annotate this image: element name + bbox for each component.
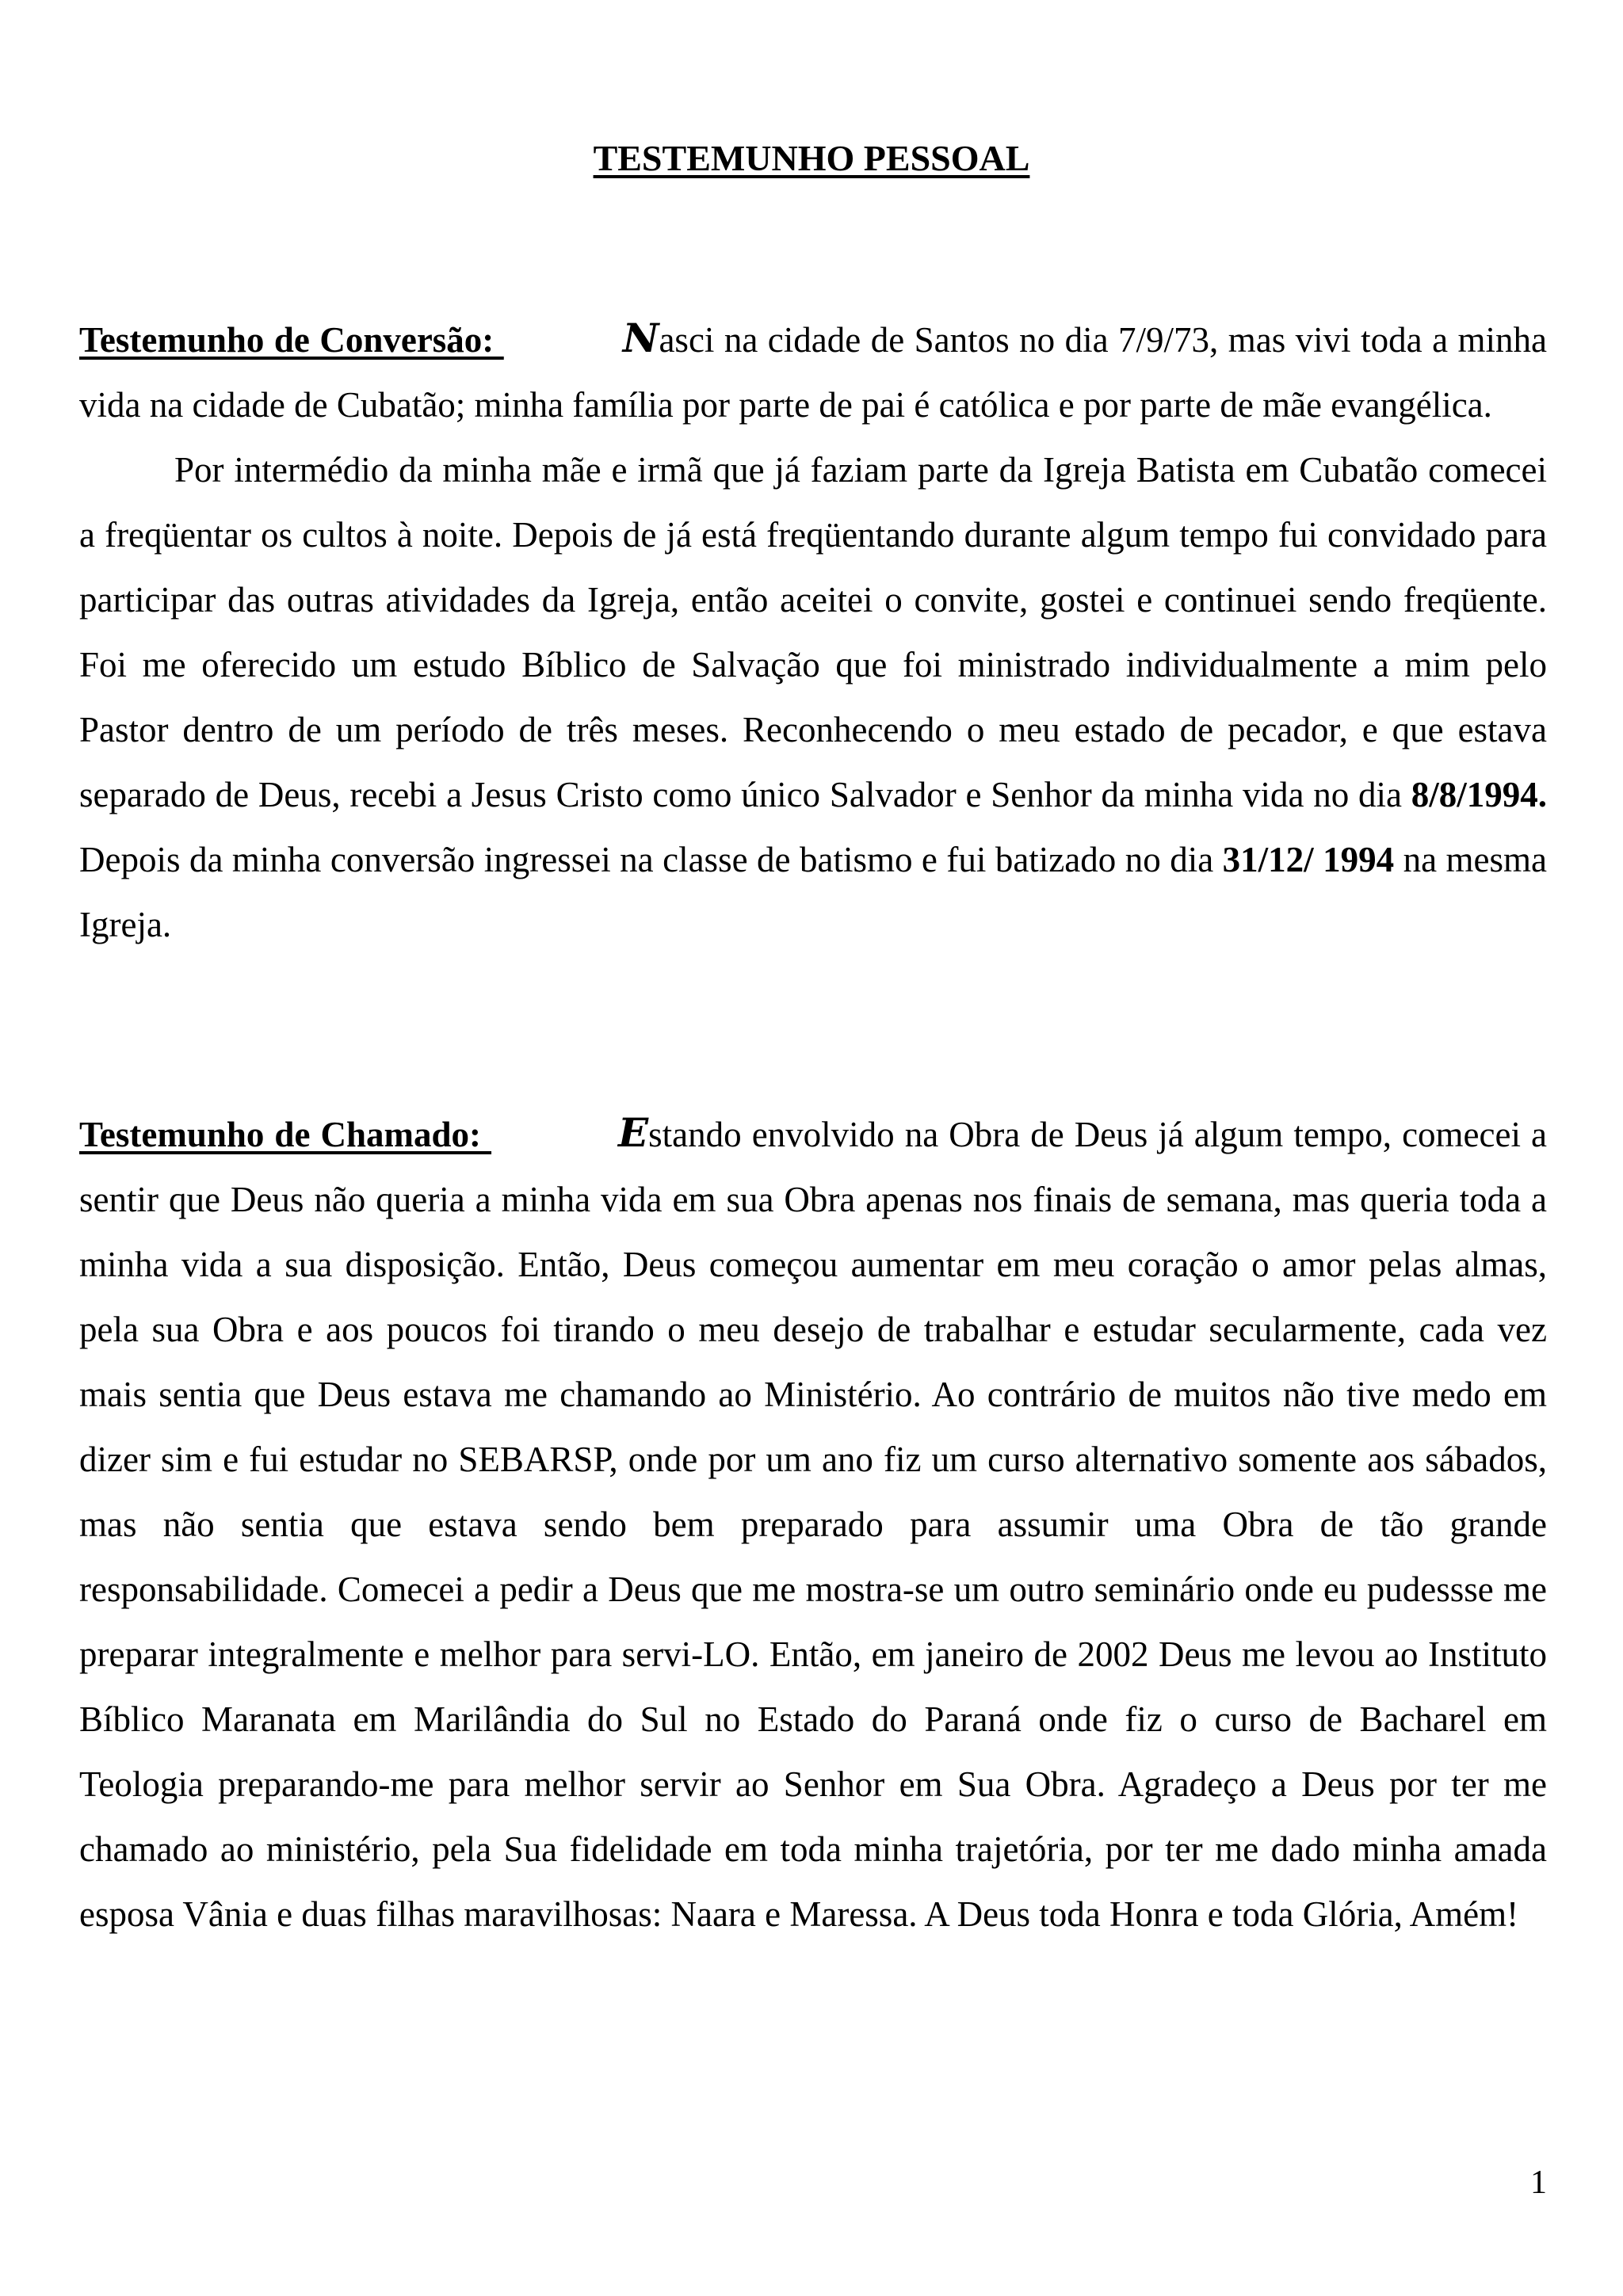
- baptism-date: 31/12/ 1994: [1222, 840, 1395, 879]
- conversion-paragraph-2-text-a: Por intermédio da minha mãe e irmã que já faziam parte da Igreja Batista em Cubatão comecei a freqüentar os cultos à noite. Depois de já está freqüentando durante algum tempo fui convidado para participar das outras atividades da Igreja, então aceitei o convite, gostei e continuei sendo freqüente. Foi me oferecido um estudo Bíblico de Salvação que foi ministrado individualmente a mim pelo Pastor dentro de um período de três meses. Reconhecendo o meu estado de pecador, e que estava separado de Deus, recebi a Jesus Cristo como único Salvador e Senhor da minha vida no dia: [79, 450, 1547, 814]
- conversion-paragraph-2: [79, 437, 1547, 957]
- page-number: 1: [1530, 2164, 1547, 2201]
- document-title: TESTEMUNHO PESSOAL: [593, 138, 1030, 178]
- conversion-section: [79, 306, 1547, 957]
- calling-paragraph-1: [79, 1100, 1547, 1947]
- conversion-paragraph-1-text: asci na cidade de Santos no dia 7/9/73, mas vivi toda a minha vida na cidade de Cubatão; minha família por parte de pai é católica e por parte de mãe evangélica.: [79, 320, 1547, 425]
- conversion-paragraph-2-text-b: Depois da minha conversão ingressei na classe de batismo e fui batizado no dia: [79, 840, 1223, 879]
- calling-section: [79, 1100, 1547, 1947]
- calling-paragraph-1-text: stando envolvido na Obra de Deus já algum tempo, comecei a sentir que Deus não queria a minha vida em sua Obra apenas nos finais de semana, mas queria toda a minha vida a sua disposição. Então, Deus começou aumentar em meu coração o amor pelas almas, pela sua Obra e aos poucos foi tirando o meu desejo de trabalhar e estudar secularmente, cada vez mais sentia que Deus estava me chamando ao Ministério. Ao contrário de muitos não tive medo em dizer sim e fui estudar no SEBARSP, onde por um ano fiz um curso alternativo somente aos sábados, mas não sentia que estava sendo bem preparado para assumir uma Obra de tão grande responsabilidade. Comecei a pedir a Deus que me mostra-se um outro seminário onde eu pudessse me preparar integralmente e melhor para servi-LO. Então, em janeiro de 2002 Deus me levou ao Instituto Bíblico Maranata em Marilândia do Sul no Estado do Paraná onde fiz o curso de Bacharel em Teologia preparando-me para melhor servir ao Senhor em Sua Obra. Agradeço a Deus por ter me chamado ao ministério, pela Sua fidelidade em toda minha trajetória, por ter me dado minha amada esposa Vânia e duas filhas maravilhosas: Naara e Maressa. A Deus toda Honra e toda Glória, Amém!: [79, 1115, 1547, 1934]
- conversion-heading: Testemunho de Conversão:: [79, 320, 504, 360]
- conversion-dropcap: N: [622, 315, 659, 361]
- conversion-date: 8/8/1994.: [1411, 775, 1547, 814]
- calling-heading: Testemunho de Chamado:: [79, 1115, 492, 1154]
- conversion-paragraph-2-text-c: na mesma Igreja.: [79, 840, 1548, 944]
- calling-dropcap: E: [618, 1109, 649, 1156]
- conversion-paragraph-1: [79, 306, 1547, 437]
